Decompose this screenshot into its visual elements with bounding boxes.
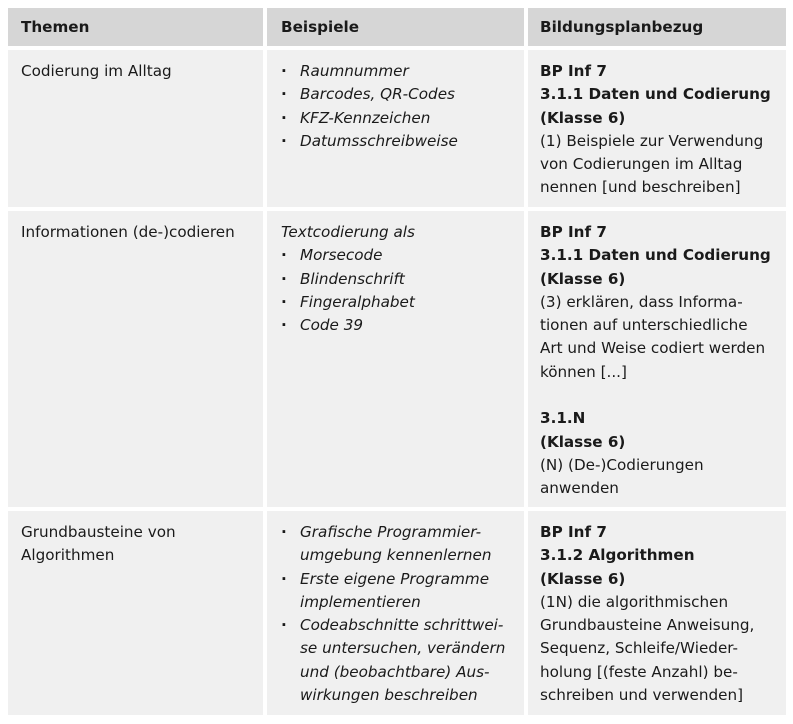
ref-text-line: nennen [und beschreiben] <box>540 178 741 197</box>
examples-list <box>281 521 512 707</box>
list-item: · Morsecode <box>281 244 512 267</box>
ref-text-line: (N) (De-)Codierungen <box>540 455 704 474</box>
examples-cell <box>267 211 524 507</box>
ref-text-line: (1N) die algorithmischen <box>540 592 729 611</box>
header-bildungsplanbezug: Bildungsplanbezug <box>528 8 786 46</box>
list-item-line: · Codeabschnitte schrittwei- <box>300 616 504 635</box>
list-item: · Raumnummer <box>281 60 512 83</box>
header-beispiele: Beispiele <box>267 8 524 46</box>
curriculum-table <box>8 8 786 719</box>
class-label: (Klasse 6) <box>540 269 626 288</box>
section-label: 3.1.1 Daten und Codierung <box>540 246 771 265</box>
ref-text-line: holung [(feste Anzahl) be- <box>540 662 738 681</box>
examples-cell <box>267 511 524 715</box>
examples-cell <box>267 50 524 207</box>
ref-text-line: von Codierungen im Alltag <box>540 155 743 174</box>
ref-text-line: schreiben und verwenden] <box>540 686 744 705</box>
ref-text-line: Sequenz, Schleife/Wieder- <box>540 639 739 658</box>
topic-text-line: Grundbausteine von <box>21 523 176 541</box>
list-item <box>281 614 512 707</box>
list-item: · Code 39 <box>281 314 512 337</box>
list-item: · Fingeralphabet <box>281 291 512 314</box>
list-item-line: se untersuchen, verändern <box>300 639 506 658</box>
section-label: 3.1.N <box>540 409 586 428</box>
section-label: 3.1.1 Daten und Codierung <box>540 85 771 104</box>
list-item-line: umgebung kennenlernen <box>300 546 492 565</box>
ref-text-line: (1) Beispiele zur Verwendung <box>540 131 764 150</box>
list-item-line: · Grafische Programmier- <box>300 523 482 541</box>
topic-text: Informationen (de-)codieren <box>21 223 235 241</box>
header-themen: Themen <box>8 8 263 46</box>
list-item: · KFZ-Kennzeichen <box>281 107 512 130</box>
class-label: (Klasse 6) <box>540 432 626 451</box>
ref-text-line: können [...] <box>540 362 627 381</box>
list-item-line: · Erste eigene Programme <box>300 569 490 588</box>
reference-cell <box>528 50 786 207</box>
table-row <box>8 511 786 715</box>
bp-label: BP Inf 7 <box>540 223 607 241</box>
reference-cell <box>528 511 786 715</box>
section-label: 3.1.2 Algorithmen <box>540 546 695 565</box>
ref-text-line: Grundbausteine Anweisung, <box>540 616 755 635</box>
table-row <box>8 211 786 507</box>
list-item-line: und (beobachtbare) Aus- <box>300 662 490 681</box>
topic-cell <box>8 511 263 715</box>
topic-text: Codierung im Alltag <box>21 62 172 80</box>
list-item-line: implementieren <box>300 592 421 611</box>
examples-list <box>281 244 512 337</box>
reference-cell <box>528 211 786 507</box>
list-item: · Barcodes, QR-Codes <box>281 83 512 106</box>
examples-list <box>281 60 512 153</box>
list-item-line: wirkungen beschreiben <box>300 686 478 705</box>
bp-label: BP Inf 7 <box>540 62 607 80</box>
class-label: (Klasse 6) <box>540 569 626 588</box>
table-row <box>8 50 786 207</box>
bp-label: BP Inf 7 <box>540 523 607 541</box>
ref-text-line: (3) erklären, dass Informa- <box>540 292 743 311</box>
list-item: · Blindenschrift <box>281 268 512 291</box>
list-item: · Datumsschreibweise <box>281 130 512 153</box>
topic-text-line: Algorithmen <box>21 546 115 565</box>
ref-text-line: Art und Weise codiert werden <box>540 339 766 358</box>
spacer <box>540 384 774 407</box>
class-label: (Klasse 6) <box>540 108 626 127</box>
ref-text-line: anwenden <box>540 479 619 498</box>
list-item <box>281 568 512 615</box>
examples-intro: Textcodierung als <box>281 223 415 241</box>
topic-cell <box>8 211 263 507</box>
topic-cell <box>8 50 263 207</box>
table-header-row <box>8 8 786 46</box>
list-item <box>281 521 512 568</box>
ref-text-line: tionen auf unterschiedliche <box>540 316 748 335</box>
